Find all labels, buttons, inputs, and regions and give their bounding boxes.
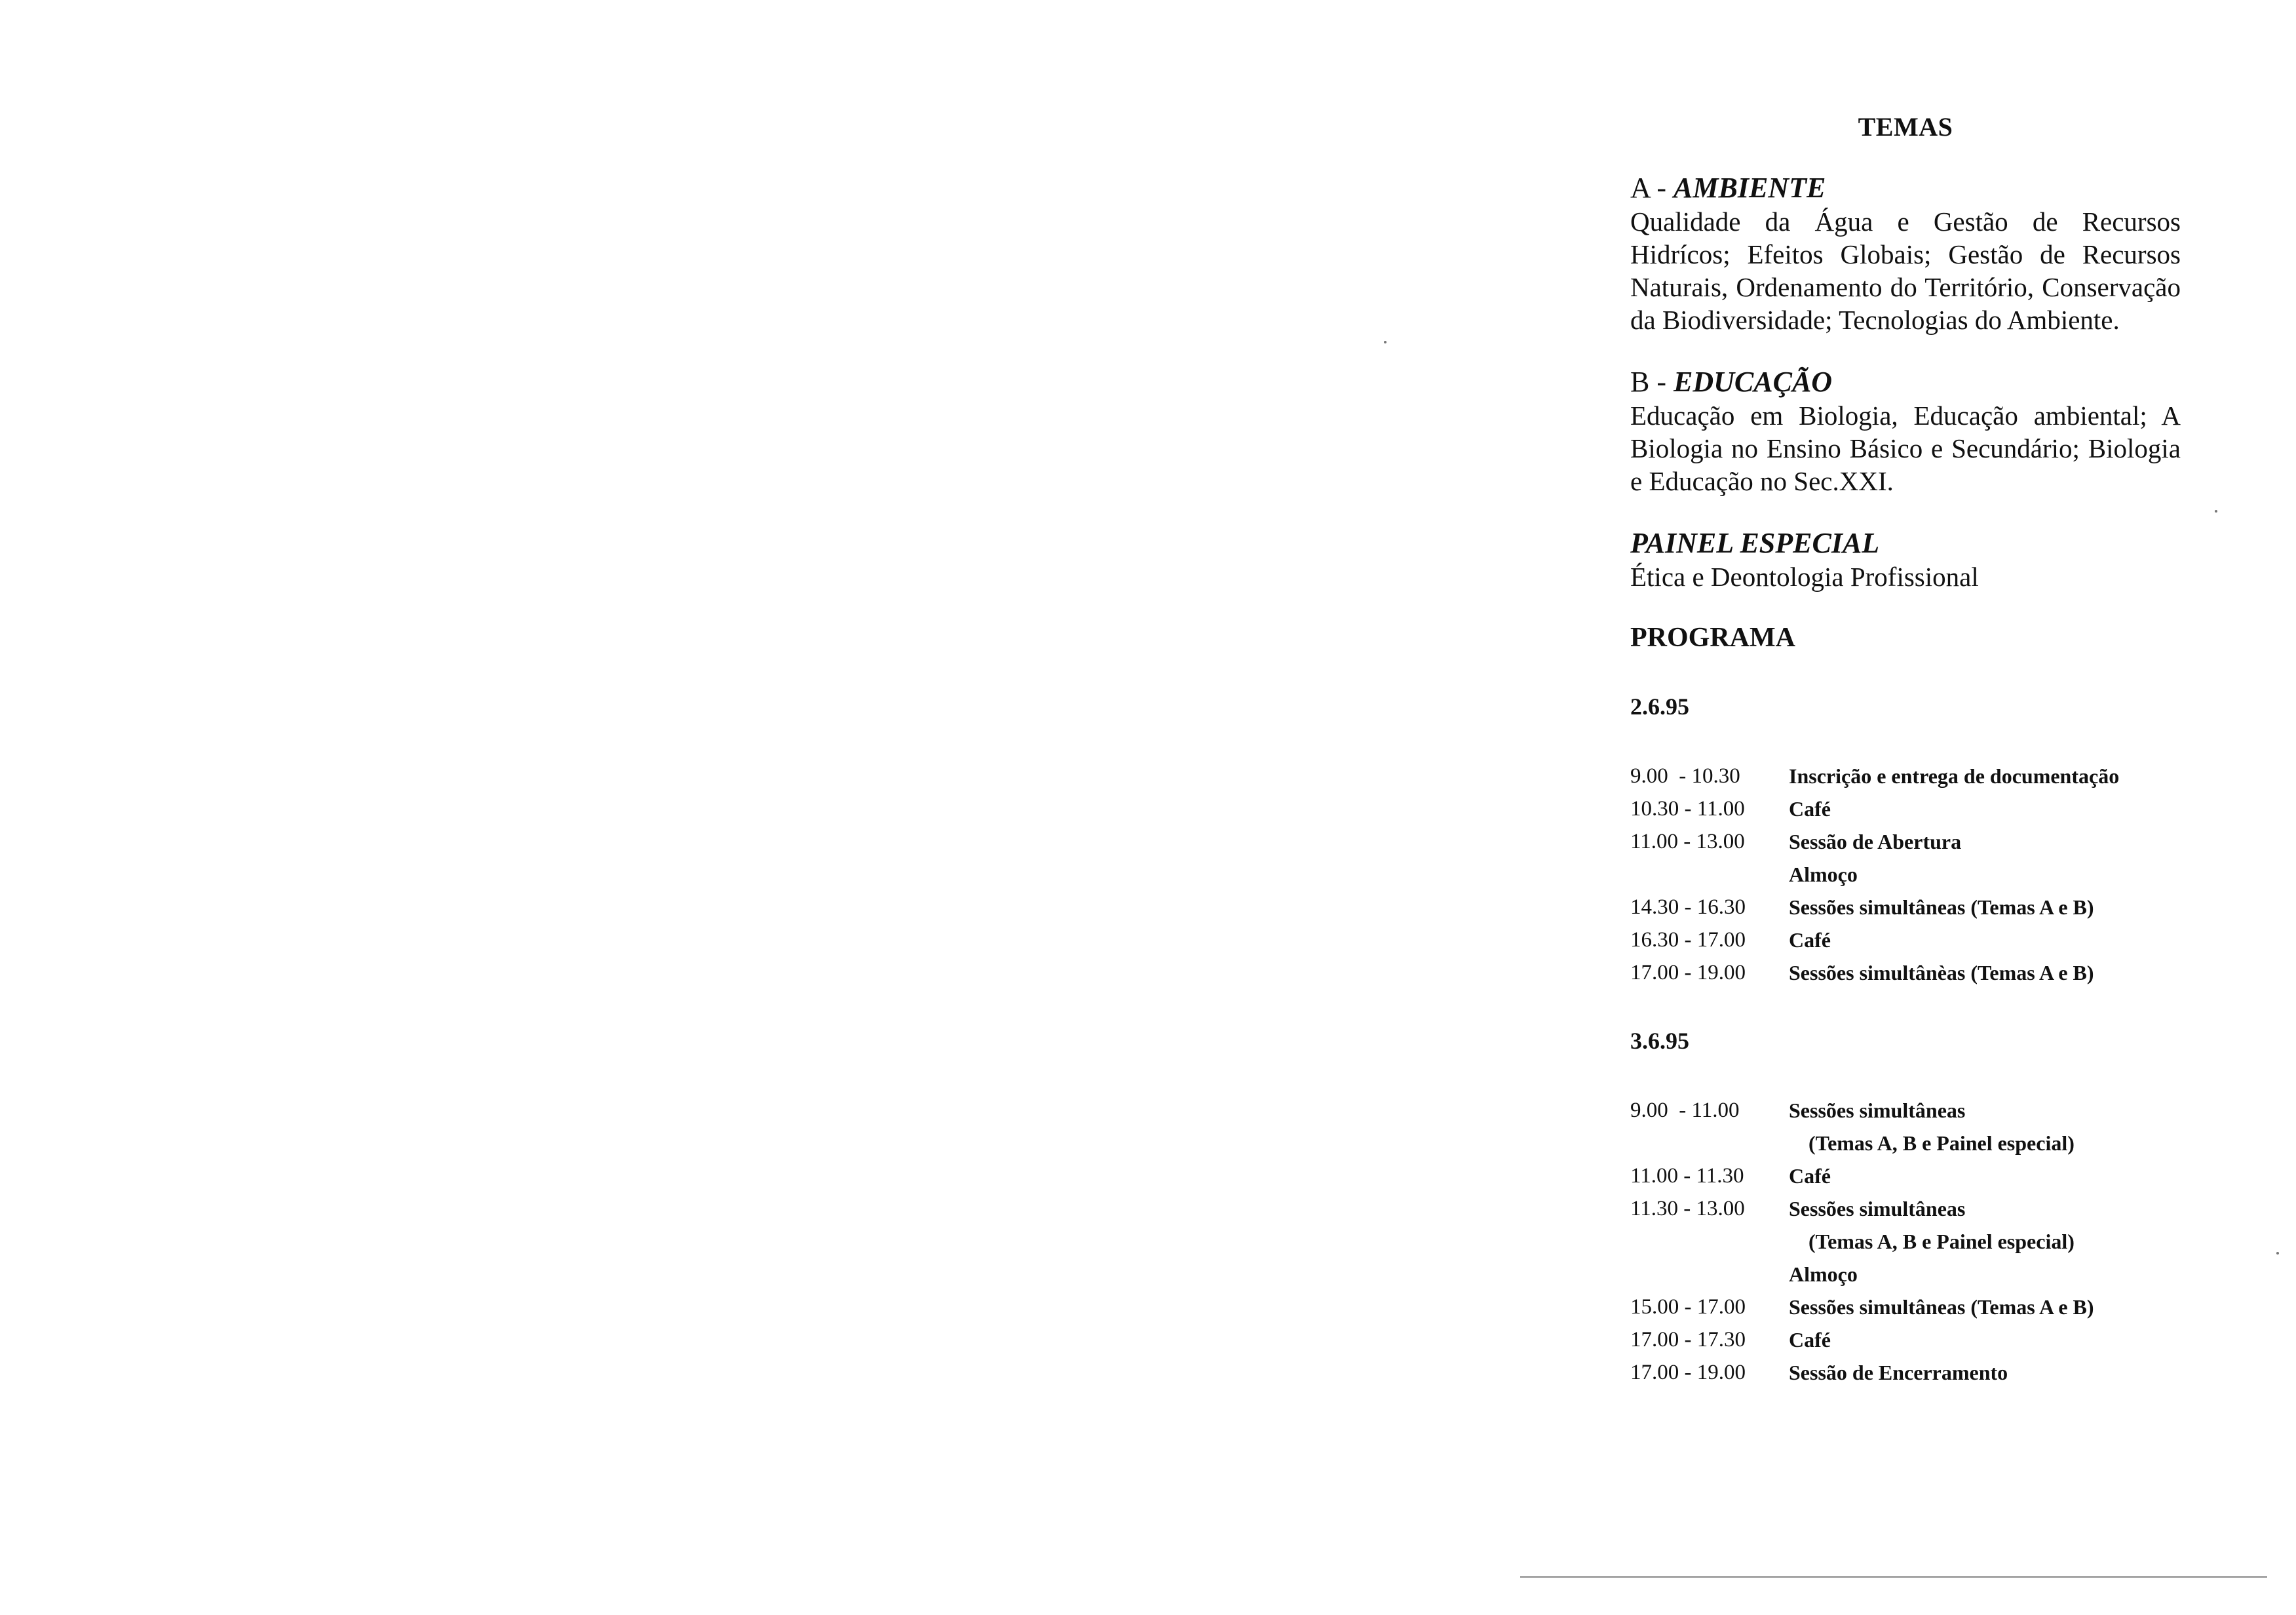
scan-speck [1384,341,1387,343]
theme-heading [1630,365,2181,399]
schedule-time: 17.00 - 19.00 [1630,1361,1746,1384]
schedule-activity: Café [1789,797,1831,821]
schedule-row [1630,1323,2181,1356]
schedule-time: 11.00 - 13.00 [1630,830,1745,853]
schedule-activity: Sessão de Abertura [1789,830,1962,853]
schedule-row [1630,1258,2181,1291]
scan-speck [2215,510,2217,513]
painel-especial [1630,526,2181,593]
schedule-row [1630,1192,2181,1225]
schedule-row [1630,924,2181,956]
schedule-row [1630,1159,2181,1192]
theme-prefix: B - [1630,366,1674,398]
day-date: 2.6.95 [1630,693,1689,720]
schedule-activity: Almoço [1789,863,1858,886]
schedule-activity: Sessões simultânèas (Temas A e B) [1789,961,2094,984]
schedule-row [1630,1291,2181,1323]
schedule-table [1630,1094,2181,1389]
schedule-row [1630,891,2181,924]
schedule-activity: Almoço [1789,1262,1858,1286]
day-date: 3.6.95 [1630,1028,1689,1054]
day-block [1630,693,2181,989]
schedule-time: 10.30 - 11.00 [1630,797,1745,821]
schedule-time: 15.00 - 17.00 [1630,1295,1746,1319]
schedule-activity: Sessão de Encerramento [1789,1361,2008,1384]
schedule-activity: Sessões simultâneas (Temas A e B) [1789,895,2094,919]
schedule-activity: Café [1789,928,1831,952]
schedule-activity: Sessões simultâneas [1789,1099,1966,1122]
schedule-time [1630,1258,1789,1291]
theme-description: Educação em Biologia, Educação ambiental; A Biologia no Ensino Básico e Secundário; Biologia e Educação no Sec.XXI. [1630,400,2181,496]
painel-heading: PAINEL ESPECIAL [1630,527,1880,559]
schedule-time [1630,1225,1789,1258]
schedule-time: 16.30 - 17.00 [1630,928,1746,952]
bottom-rule [1520,1576,2267,1578]
schedule-row [1630,1127,2181,1159]
theme-educacao [1630,365,2181,497]
theme-name: EDUCAÇÃO [1674,366,1833,398]
schedule-table [1630,760,2181,989]
scan-speck [2276,1252,2279,1255]
day-block [1630,1027,2181,1389]
schedule-row [1630,1225,2181,1258]
schedule-row [1630,825,2181,858]
right-page [1148,0,2296,1615]
schedule-time: 14.30 - 16.30 [1630,895,1746,919]
schedule-activity: (Temas A, B e Painel especial) [1808,1230,2075,1253]
theme-ambiente [1630,171,2181,336]
content-column [1630,111,2181,1427]
schedule-time: 17.00 - 17.30 [1630,1328,1746,1352]
schedule-activity: Inscrição e entrega de documentação [1789,764,2120,788]
page-title: TEMAS [1858,112,1953,142]
schedule-row [1630,792,2181,825]
schedule-activity: Café [1789,1164,1831,1188]
schedule-row [1630,1356,2181,1389]
schedule-row [1630,1094,2181,1127]
schedule-time [1630,1127,1789,1159]
theme-heading [1630,171,2181,205]
theme-name: AMBIENTE [1674,172,1826,204]
schedule-time: 9.00 - 10.30 [1630,764,1740,788]
schedule-activity: Café [1789,1328,1831,1352]
painel-description: Ética e Deontologia Profissional [1630,562,1979,592]
schedule-time: 11.00 - 11.30 [1630,1164,1744,1188]
schedule-row [1630,956,2181,989]
schedule-time [1630,858,1789,891]
schedule-row [1630,858,2181,891]
schedule-activity: Sessões simultâneas (Temas A e B) [1789,1295,2094,1319]
schedule-row [1630,760,2181,792]
schedule-time: 11.30 - 13.00 [1630,1197,1745,1220]
schedule-activity: Sessões simultâneas [1789,1197,1966,1220]
theme-prefix: A - [1630,172,1674,204]
schedule-time: 9.00 - 11.00 [1630,1099,1740,1122]
programa-heading: PROGRAMA [1630,623,1795,653]
theme-description: Qualidade da Água e Gestão de Recursos Hidrícos; Efeitos Globais; Gestão de Recursos Naturais, Ordenamento do Território, Conservação da Biodiversidade; Tecnologias do Ambiente. [1630,206,2181,335]
schedule-activity: (Temas A, B e Painel especial) [1808,1131,2075,1155]
schedule-time: 17.00 - 19.00 [1630,961,1746,984]
